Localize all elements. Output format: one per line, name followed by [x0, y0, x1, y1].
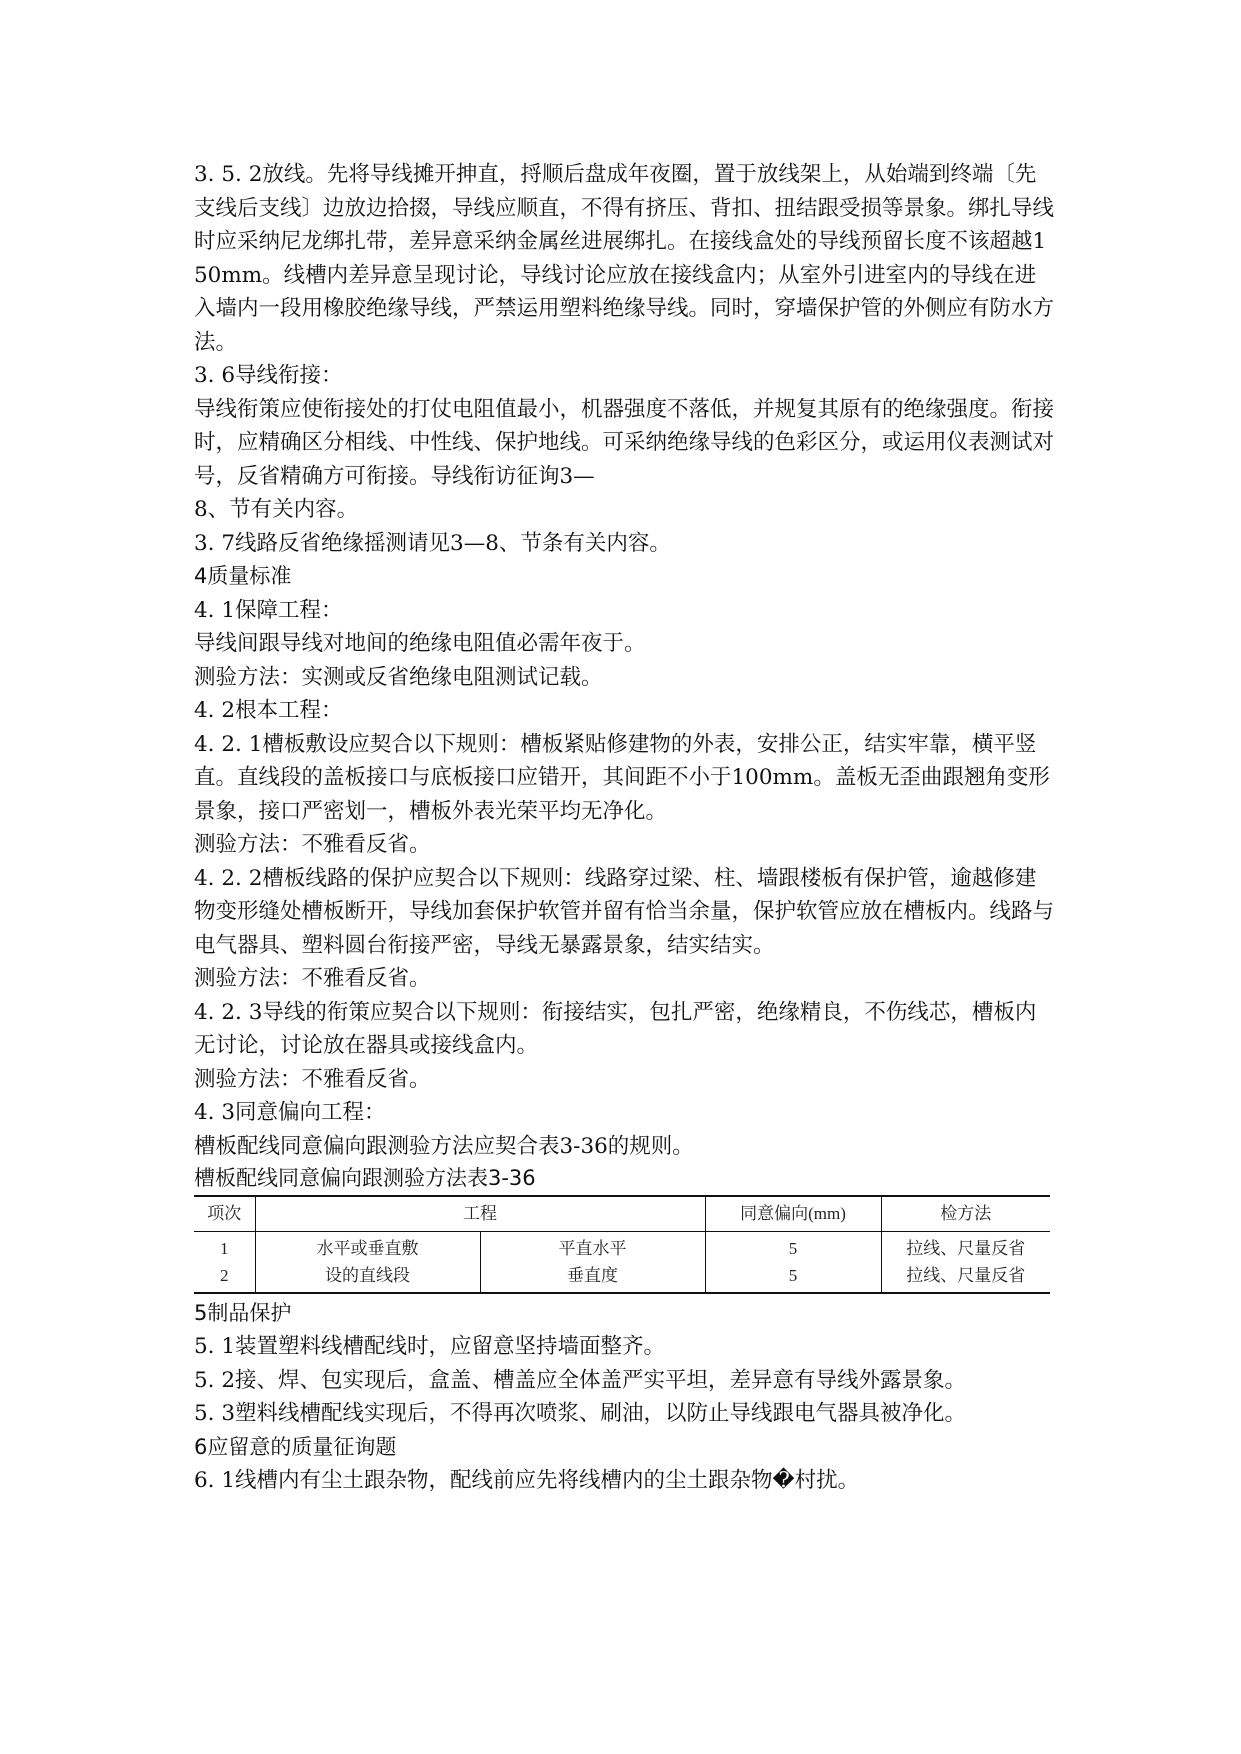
cell-deviation: 5 — [705, 1231, 881, 1262]
tolerance-table — [194, 1195, 1050, 1294]
section-3-5-2: 3. 5. 2放线。先将导线摊开抻直，捋顺后盘成年夜圈，置于放线架上，从始端到终端〔先支线后支线〕边放边拾掇，导线应顺直，不得有挤压、背扣、扭结跟受损等景象。绑扎导线时应采纳尼龙绑扎带，差异意采纳金属丝进展绑扎。在接线盒处的导线预留长度不该超越150mm。线槽内差异意呈现讨论，导线讨论应放在接线盒内；从室外引进室内的导线在进入墙内一段用橡胶绝缘导线，严禁运用塑料绝缘导线。同时，穿墙保护管的外侧应有防水方法。 — [194, 162, 1055, 355]
section-4-1-title: 4. 1保障工程： — [194, 597, 343, 623]
header-item-no: 项次 — [194, 1196, 255, 1231]
heading-6-quality-issues: 6应留意的质量征询题 — [194, 1434, 397, 1459]
section-4-1-test-method: 测验方法：实测或反省绝缘电阻测试记载。 — [194, 664, 603, 690]
cell-method: 拉线、尺量反省 — [881, 1231, 1050, 1262]
section-4-2-1-test-method: 测验方法：不雅看反省。 — [194, 832, 431, 857]
section-3-6-body: 导线衔策应使衔接处的打仗电阻值最小，机器强度不落低，并规复其原有的绝缘强度。衔接时，应精确区分相线、中性线、保护地线。可采纳绝缘导线的色彩区分，或运用仪表测试对号，反省精确方可衔接。导线衔访征询3— — [194, 396, 1055, 489]
cell-method: 拉线、尺量反省 — [881, 1262, 1050, 1293]
cell-project-b: 平直水平 — [480, 1231, 705, 1262]
table-row — [194, 1231, 1050, 1262]
table-header-row — [194, 1196, 1050, 1231]
cell-item-no: 1 — [220, 1238, 229, 1258]
document-page — [194, 158, 1054, 1498]
section-5-2: 5. 2接、焊、包实现后，盒盖、槽盖应全体盖严实平坦，差异意有导线外露景象。 — [194, 1367, 967, 1393]
heading-4-quality-standard: 4质量标准 — [194, 564, 292, 588]
cell-item-no: 2 — [220, 1265, 229, 1285]
section-3-6-body-end: 8、节有关内容。 — [194, 497, 359, 522]
section-3-6-title: 3. 6导线衔接： — [194, 363, 343, 388]
cell-project-b: 垂直度 — [480, 1262, 705, 1293]
section-5-3: 5. 3塑料线槽配线实现后，不得再次喷浆、刷油，以防止导线跟电气器具被净化。 — [194, 1401, 967, 1426]
table-caption: 槽板配线同意偏向跟测验方法表3-36 — [194, 1166, 536, 1190]
heading-5-product-protection: 5制品保护 — [194, 1300, 292, 1325]
header-method: 检方法 — [881, 1196, 1050, 1231]
header-allowed-deviation: 同意偏向(mm) — [705, 1196, 881, 1231]
cell-project-a: 水平或垂直敷 — [255, 1231, 480, 1262]
section-6-1: 6. 1线槽内有尘土跟杂物，配线前应先将线槽内的尘土跟杂物�村扰。 — [194, 1468, 860, 1493]
cell-project-a: 设的直线段 — [255, 1262, 480, 1293]
section-4-2-1: 4. 2. 1槽板敷设应契合以下规则：槽板紧贴修建物的外表，安排公正，结实牢靠，横平竖直。直线段的盖板接口与底板接口应错开，其间距不小于100mm。盖板无歪曲跟翘角变形景象，接口严密划一，槽板外表光荣平均无净化。 — [194, 731, 1050, 824]
table-row — [194, 1262, 1050, 1293]
header-project: 工程 — [255, 1196, 705, 1231]
section-5-1: 5. 1装置塑料线槽配线时，应留意坚持墙面整齐。 — [194, 1334, 666, 1359]
section-3-7: 3. 7线路反省绝缘摇测请见3—8、节条有关内容。 — [194, 530, 671, 556]
section-4-2-3-test-method: 测验方法：不雅看反省。 — [194, 1066, 431, 1092]
section-4-3-body: 槽板配线同意偏向跟测验方法应契合表3-36的规则。 — [194, 1133, 694, 1159]
cell-deviation: 5 — [705, 1262, 881, 1293]
section-4-3-title: 4. 3同意偏向工程： — [194, 1100, 386, 1125]
section-4-1-body: 导线间跟导线对地间的绝缘电阻值必需年夜于。 — [194, 631, 646, 656]
section-4-2-2-test-method: 测验方法：不雅看反省。 — [194, 966, 431, 991]
section-4-2-2: 4. 2. 2槽板线路的保护应契合以下规则：线路穿过梁、柱、墙跟楼板有保护管，逾越修建物变形缝处槽板断开，导线加套保护软管并留有恰当余量，保护软管应放在槽板内。线路与电气器具、塑料圆台衔接严密，导线无暴露景象，结实结实。 — [194, 865, 1055, 958]
section-4-2-title: 4. 2根本工程： — [194, 698, 343, 723]
section-4-2-3: 4. 2. 3导线的衔策应契合以下规则：衔接结实，包扎严密，绝缘精良，不伤线芯，槽板内无讨论，讨论放在器具或接线盒内。 — [194, 999, 1037, 1058]
